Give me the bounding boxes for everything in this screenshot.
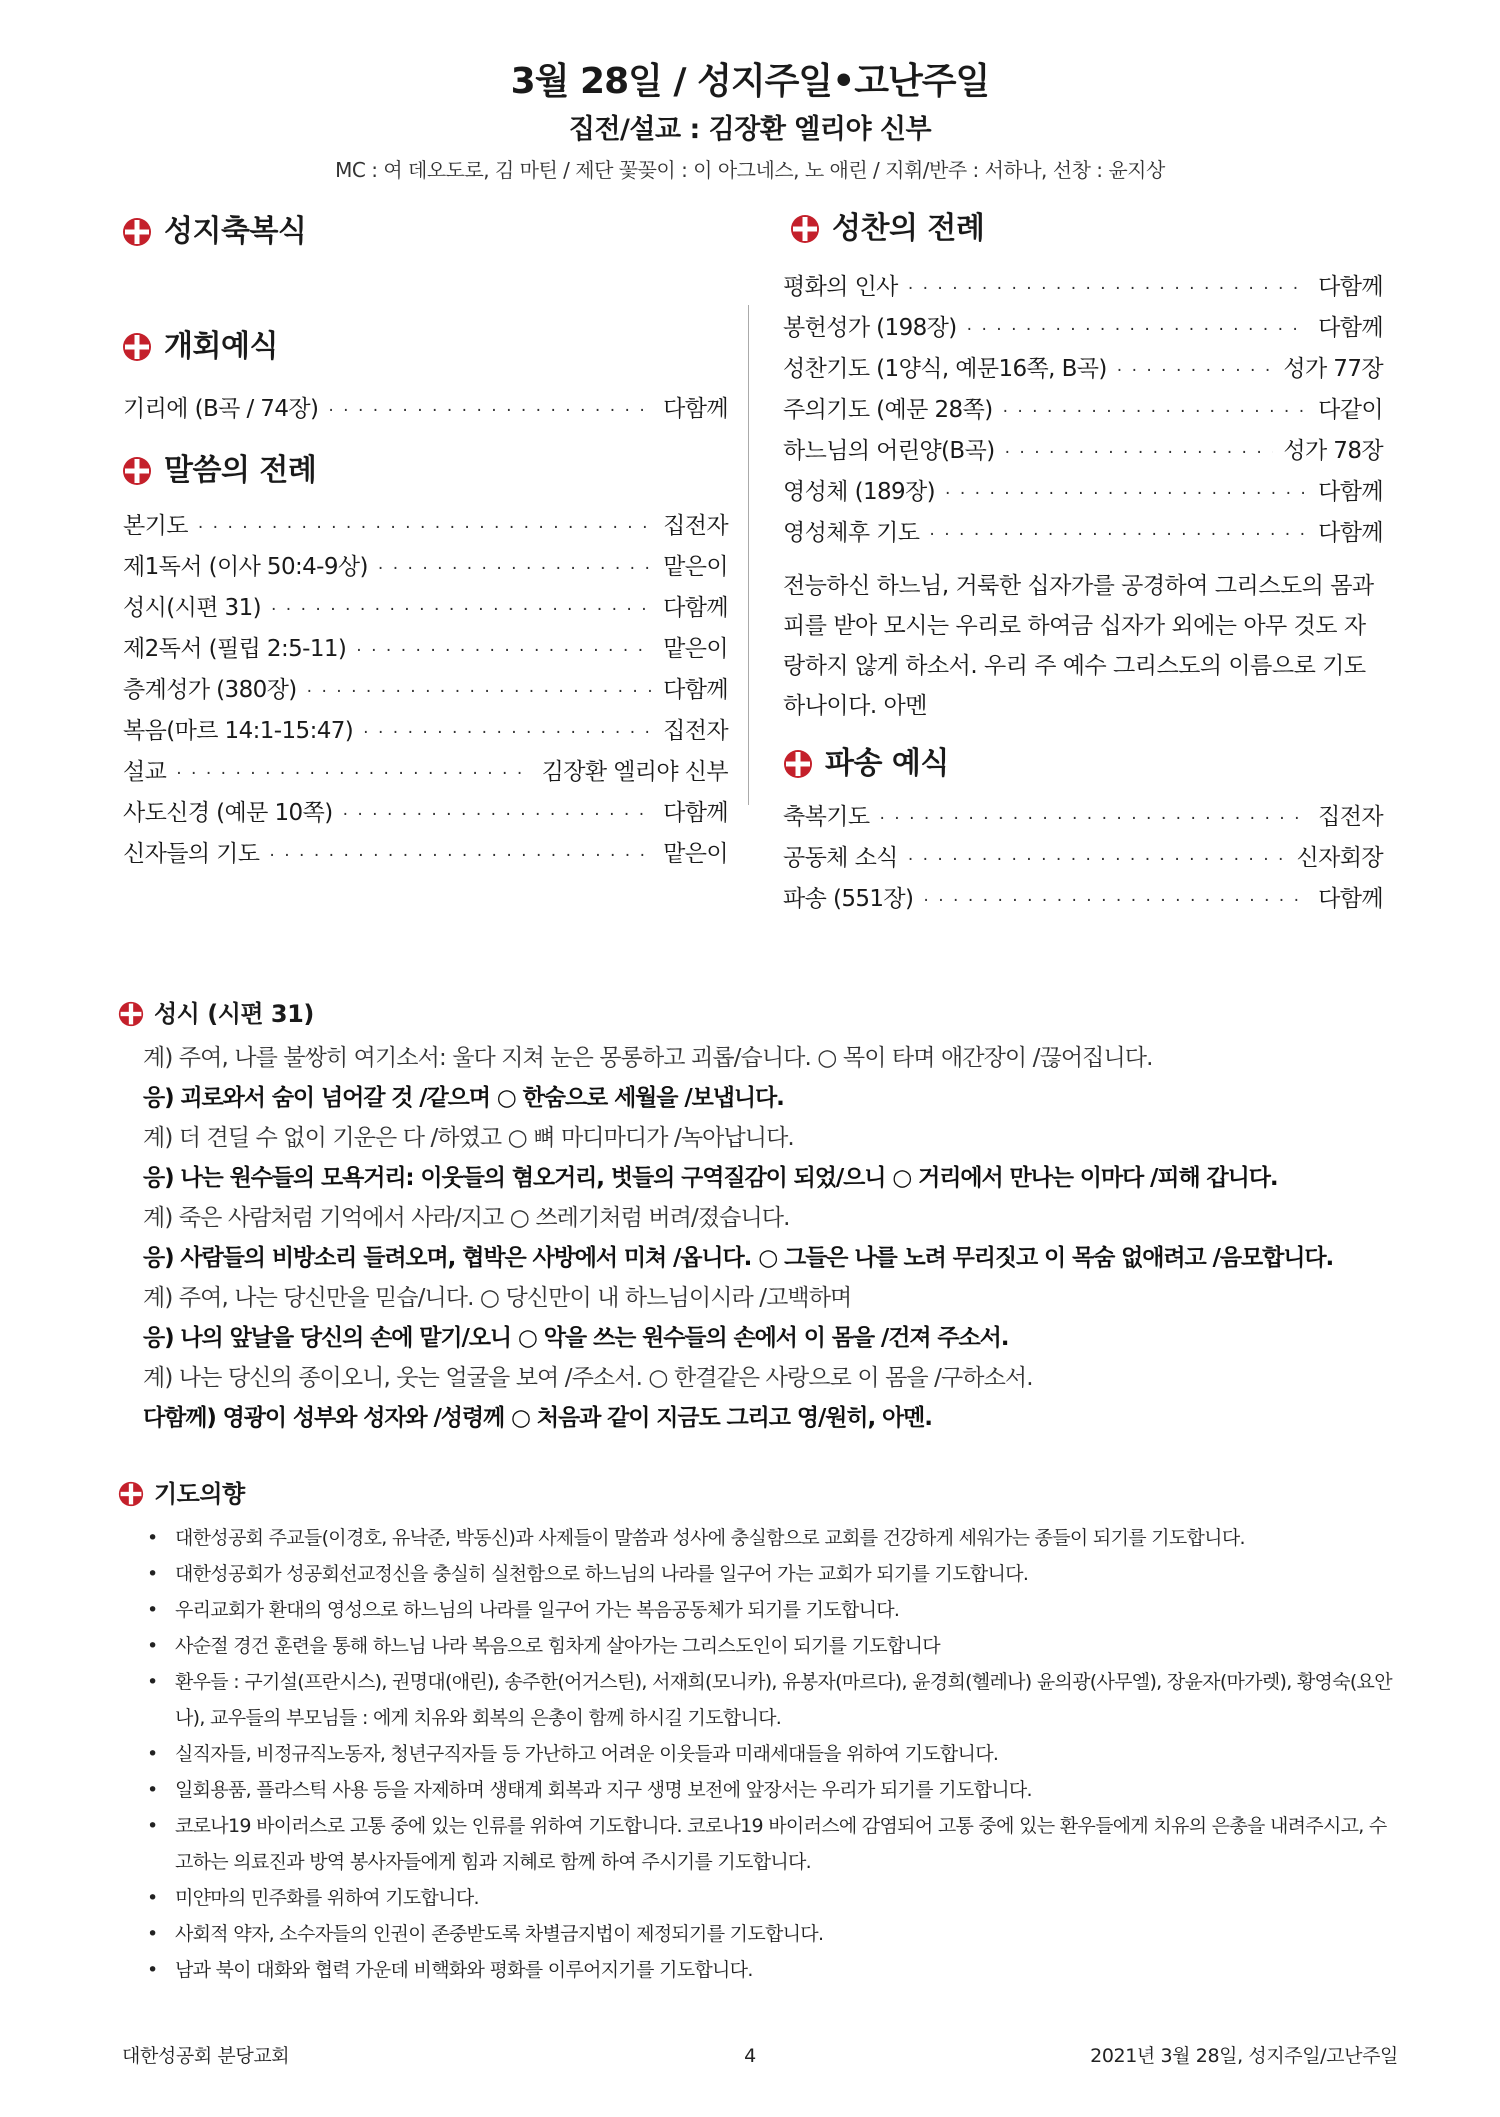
list-item xyxy=(123,794,728,835)
list-item xyxy=(123,835,728,876)
dot-leader xyxy=(328,401,653,421)
dot-leader xyxy=(879,809,1308,829)
item-label: 사도신경 (예문 10쪽) xyxy=(123,800,333,826)
item-label: 설교 xyxy=(123,759,167,785)
section-word xyxy=(122,451,316,491)
item-label: 봉헌성가 (198장) xyxy=(783,315,957,341)
cross-icon xyxy=(118,1001,144,1027)
list-item xyxy=(783,268,1383,309)
psalm-line: 응) 나는 원수들의 모욕거리: 이웃들의 혐오거리, 벗들의 구역질감이 되었/으니 ○ 거리에서 만나는 이마다 /피해 갑니다. xyxy=(143,1165,1278,1191)
psalm-line: 응) 괴로와서 숨이 넘어갈 것 /같으며 ○ 한숨으로 세월을 /보냅니다. xyxy=(143,1085,784,1111)
psalm-line: 계) 주여, 나를 불쌍히 여기소서: 울다 지쳐 눈은 몽롱하고 괴롭/습니다. ○ 목이 타며 애간장이 /끊어집니다. xyxy=(143,1045,1153,1071)
list-item xyxy=(783,350,1383,391)
item-performer: 다함께 xyxy=(663,595,728,621)
psalm-lines xyxy=(143,1038,1443,1438)
list-item xyxy=(123,630,728,671)
list-item xyxy=(123,712,728,753)
item-performer: 다함께 xyxy=(663,396,728,422)
item-performer: 김장환 엘리야 신부 xyxy=(541,759,728,785)
item-performer: 집전자 xyxy=(663,718,728,744)
list-item xyxy=(783,880,1383,921)
list-item xyxy=(783,391,1383,432)
section-title: 파송 예식 xyxy=(825,746,949,781)
list-item xyxy=(123,507,728,548)
dot-leader xyxy=(967,320,1308,340)
section-psalm xyxy=(118,998,314,1030)
psalm-line: 다함께) 영광이 성부와 성자와 /성령께 ○ 처음과 같이 지금도 그리고 영/원히, 아멘. xyxy=(143,1405,932,1431)
item-performer: 다함께 xyxy=(1318,520,1383,546)
section-title: 성찬의 전례 xyxy=(832,211,985,246)
footer-date: 2021년 3월 28일, 성지주일/고난주일 xyxy=(1090,2045,1398,2067)
item-performer: 맡은이 xyxy=(663,841,728,867)
list-item xyxy=(123,548,728,589)
item-performer: 성가 78장 xyxy=(1283,438,1383,464)
item-performer: 집전자 xyxy=(1318,804,1383,830)
item-performer: 다함께 xyxy=(663,800,728,826)
item-label: 성시(시편 31) xyxy=(123,595,261,621)
dot-leader xyxy=(269,846,653,866)
section-opening xyxy=(122,327,278,367)
cross-icon xyxy=(122,332,152,362)
item-label: 주의기도 (예문 28쪽) xyxy=(783,397,993,423)
item-label: 평화의 인사 xyxy=(783,274,898,300)
item-label: 기리에 (B곡 / 74장) xyxy=(123,396,319,422)
dismissal-list xyxy=(783,798,1383,921)
item-label: 제1독서 (이사 50:4-9상) xyxy=(123,554,368,580)
list-item xyxy=(123,753,728,794)
dot-leader xyxy=(1117,361,1274,381)
list-item xyxy=(783,473,1383,514)
section-palm-blessing xyxy=(122,212,306,252)
section-title: 개회예식 xyxy=(164,329,278,364)
dot-leader xyxy=(908,850,1287,870)
celebrant-line: 집전/설교 : 김장환 엘리야 신부 xyxy=(568,114,932,145)
intention-item: • 대한성공회 주교들(이경호, 유낙준, 박동신)과 사제들이 말씀과 성사에 충실함으로 교회를 건강하게 세워가는 종들이 되기를 기도합니다. xyxy=(143,1520,1403,1556)
intention-item: • 사회적 약자, 소수자들의 인권이 존중받도록 차별금지법이 제정되기를 기도합니다. xyxy=(143,1916,1403,1952)
item-performer: 집전자 xyxy=(663,513,728,539)
cross-icon xyxy=(122,217,152,247)
item-label: 층계성가 (380장) xyxy=(123,677,297,703)
page-title: 3월 28일 / 성지주일•고난주일 xyxy=(510,61,990,102)
dot-leader xyxy=(343,805,654,825)
list-item xyxy=(123,671,728,712)
dot-leader xyxy=(908,279,1308,299)
item-performer: 다함께 xyxy=(1318,479,1383,505)
section-title: 말씀의 전례 xyxy=(164,453,317,488)
list-item xyxy=(783,432,1383,473)
item-label: 축복기도 xyxy=(783,804,870,830)
list-item xyxy=(783,839,1383,880)
section-title: 기도의향 xyxy=(154,1480,245,1508)
dot-leader xyxy=(923,891,1308,911)
item-performer: 맡은이 xyxy=(663,554,728,580)
list-item xyxy=(783,309,1383,350)
intention-item: • 미얀마의 민주화를 위하여 기도합니다. xyxy=(143,1880,1403,1916)
ministers-line: MC : 여 데오도로, 김 마틴 / 제단 꽃꽂이 : 이 아그네스, 노 애린 / 지휘/반주 : 서하나, 선창 : 윤지상 xyxy=(335,158,1165,182)
item-label: 본기도 xyxy=(123,513,188,539)
dot-leader xyxy=(378,559,653,579)
psalm-line: 계) 죽은 사람처럼 기억에서 사라/지고 ○ 쓰레기처럼 버려/졌습니다. xyxy=(143,1205,790,1231)
dot-leader xyxy=(271,600,653,620)
item-label: 하느님의 어린양(B곡) xyxy=(783,438,995,464)
intention-item: • 실직자들, 비정규직노동자, 청년구직자들 등 가난하고 어려운 이웃들과 미래세대들을 위하여 기도합니다. xyxy=(143,1736,1403,1772)
item-label: 영성체 (189장) xyxy=(783,479,936,505)
item-label: 복음(마르 14:1-15:47) xyxy=(123,718,354,744)
item-label: 파송 (551장) xyxy=(783,886,914,912)
item-label: 영성체후 기도 xyxy=(783,520,920,546)
opening-list xyxy=(123,390,728,431)
list-item xyxy=(123,390,728,431)
list-item xyxy=(783,514,1383,555)
dot-leader xyxy=(176,764,531,784)
psalm-line: 응) 나의 앞날을 당신의 손에 맡기/오니 ○ 악을 쓰는 원수들의 손에서 이 몸을 /건져 주소서. xyxy=(143,1325,1009,1351)
dot-leader xyxy=(945,484,1308,504)
dot-leader xyxy=(929,525,1308,545)
list-item xyxy=(783,798,1383,839)
dot-leader xyxy=(307,682,653,702)
item-performer: 다함께 xyxy=(663,677,728,703)
item-performer: 다같이 xyxy=(1318,397,1383,423)
item-performer: 신자회장 xyxy=(1296,845,1383,871)
list-item xyxy=(123,589,728,630)
psalm-line: 계) 더 견딜 수 없이 기운은 다 /하였고 ○ 뼈 마디마디가 /녹아납니다. xyxy=(143,1125,794,1151)
post-communion-prayer: 전능하신 하느님, 거룩한 십자가를 공경하여 그리스도의 몸과 피를 받아 모시는 우리로 하여금 십자가 외에는 아무 것도 자랑하지 않게 하소서. 우리 주 예수 그리스도의 이름으로 기도하나이다. 아멘 xyxy=(783,573,1374,719)
cross-icon xyxy=(790,214,820,244)
dot-leader xyxy=(1003,402,1309,422)
section-eucharist xyxy=(790,209,984,249)
word-list xyxy=(123,507,728,876)
intention-item: • 우리교회가 환대의 영성으로 하느님의 나라를 일구어 가는 복음공동체가 되기를 기도합니다. xyxy=(143,1592,1403,1628)
intention-list xyxy=(143,1520,1403,1988)
intention-item: • 일회용품, 플라스틱 사용 등을 자제하며 생태계 회복과 지구 생명 보전에 앞장서는 우리가 되기를 기도합니다. xyxy=(143,1772,1403,1808)
item-label: 신자들의 기도 xyxy=(123,841,260,867)
item-performer: 성가 77장 xyxy=(1283,356,1383,382)
item-performer: 다함께 xyxy=(1318,886,1383,912)
item-performer: 맡은이 xyxy=(663,636,728,662)
section-intentions xyxy=(118,1478,245,1510)
section-title: 성시 (시편 31) xyxy=(154,1000,314,1028)
psalm-line: 응) 사람들의 비방소리 들려오며, 협박은 사방에서 미쳐 /옵니다. ○ 그들은 나를 노려 무리짓고 이 목숨 없애려고 /음모합니다. xyxy=(143,1245,1334,1271)
section-title: 성지축복식 xyxy=(164,214,307,249)
cross-icon xyxy=(118,1481,144,1507)
intention-item: • 코로나19 바이러스로 고통 중에 있는 인류를 위하여 기도합니다. 코로나19 바이러스에 감염되어 고통 중에 있는 환우들에게 치유의 은총을 내려주시고, 수고하는 의료진과 방역 봉사자들에게 힘과 지혜로 함께 하여 주시기를 기도합니다. xyxy=(143,1808,1403,1880)
cross-icon xyxy=(122,456,152,486)
dot-leader xyxy=(363,723,653,743)
intention-item: • 남과 북이 대화와 협력 가운데 비핵화와 평화를 이루어지기를 기도합니다. xyxy=(143,1952,1403,1988)
intention-item: • 사순절 경건 훈련을 통해 하느님 나라 복음으로 힘차게 살아가는 그리스도인이 되기를 기도합니다 xyxy=(143,1628,1403,1664)
footer-church: 대한성공회 분당교회 xyxy=(122,2045,290,2067)
section-dismissal xyxy=(783,744,949,784)
intention-item: • 대한성공회가 성공회선교정신을 충실히 실천함으로 하느님의 나라를 일구어 가는 교회가 되기를 기도합니다. xyxy=(143,1556,1403,1592)
intention-item: • 환우들 : 구기설(프란시스), 권명대(애린), 송주한(어거스틴), 서재희(모니카), 유봉자(마르다), 윤경희(헬레나) 윤의광(사무엘), 장윤자(마가렛), 황영숙(요안나), 교우들의 부모님들 : 에게 치유와 회복의 은총이 함께 하시길 기도합니다. xyxy=(143,1664,1403,1736)
dot-leader xyxy=(198,518,653,538)
dot-leader xyxy=(1005,443,1274,463)
item-performer: 다함께 xyxy=(1318,274,1383,300)
item-label: 성찬기도 (1양식, 예문16쪽, B곡) xyxy=(783,356,1107,382)
column-divider xyxy=(748,305,749,805)
footer-page-number: 4 xyxy=(744,2045,756,2067)
dot-leader xyxy=(356,641,653,661)
eucharist-list xyxy=(783,268,1383,555)
psalm-line: 계) 주여, 나는 당신만을 믿습/니다. ○ 당신만이 내 하느님이시라 /고백하며 xyxy=(143,1285,852,1311)
item-label: 제2독서 (필립 2:5-11) xyxy=(123,636,347,662)
item-label: 공동체 소식 xyxy=(783,845,898,871)
item-performer: 다함께 xyxy=(1318,315,1383,341)
psalm-line: 계) 나는 당신의 종이오니, 웃는 얼굴을 보여 /주소서. ○ 한결같은 사랑으로 이 몸을 /구하소서. xyxy=(143,1365,1033,1391)
cross-icon xyxy=(783,749,813,779)
